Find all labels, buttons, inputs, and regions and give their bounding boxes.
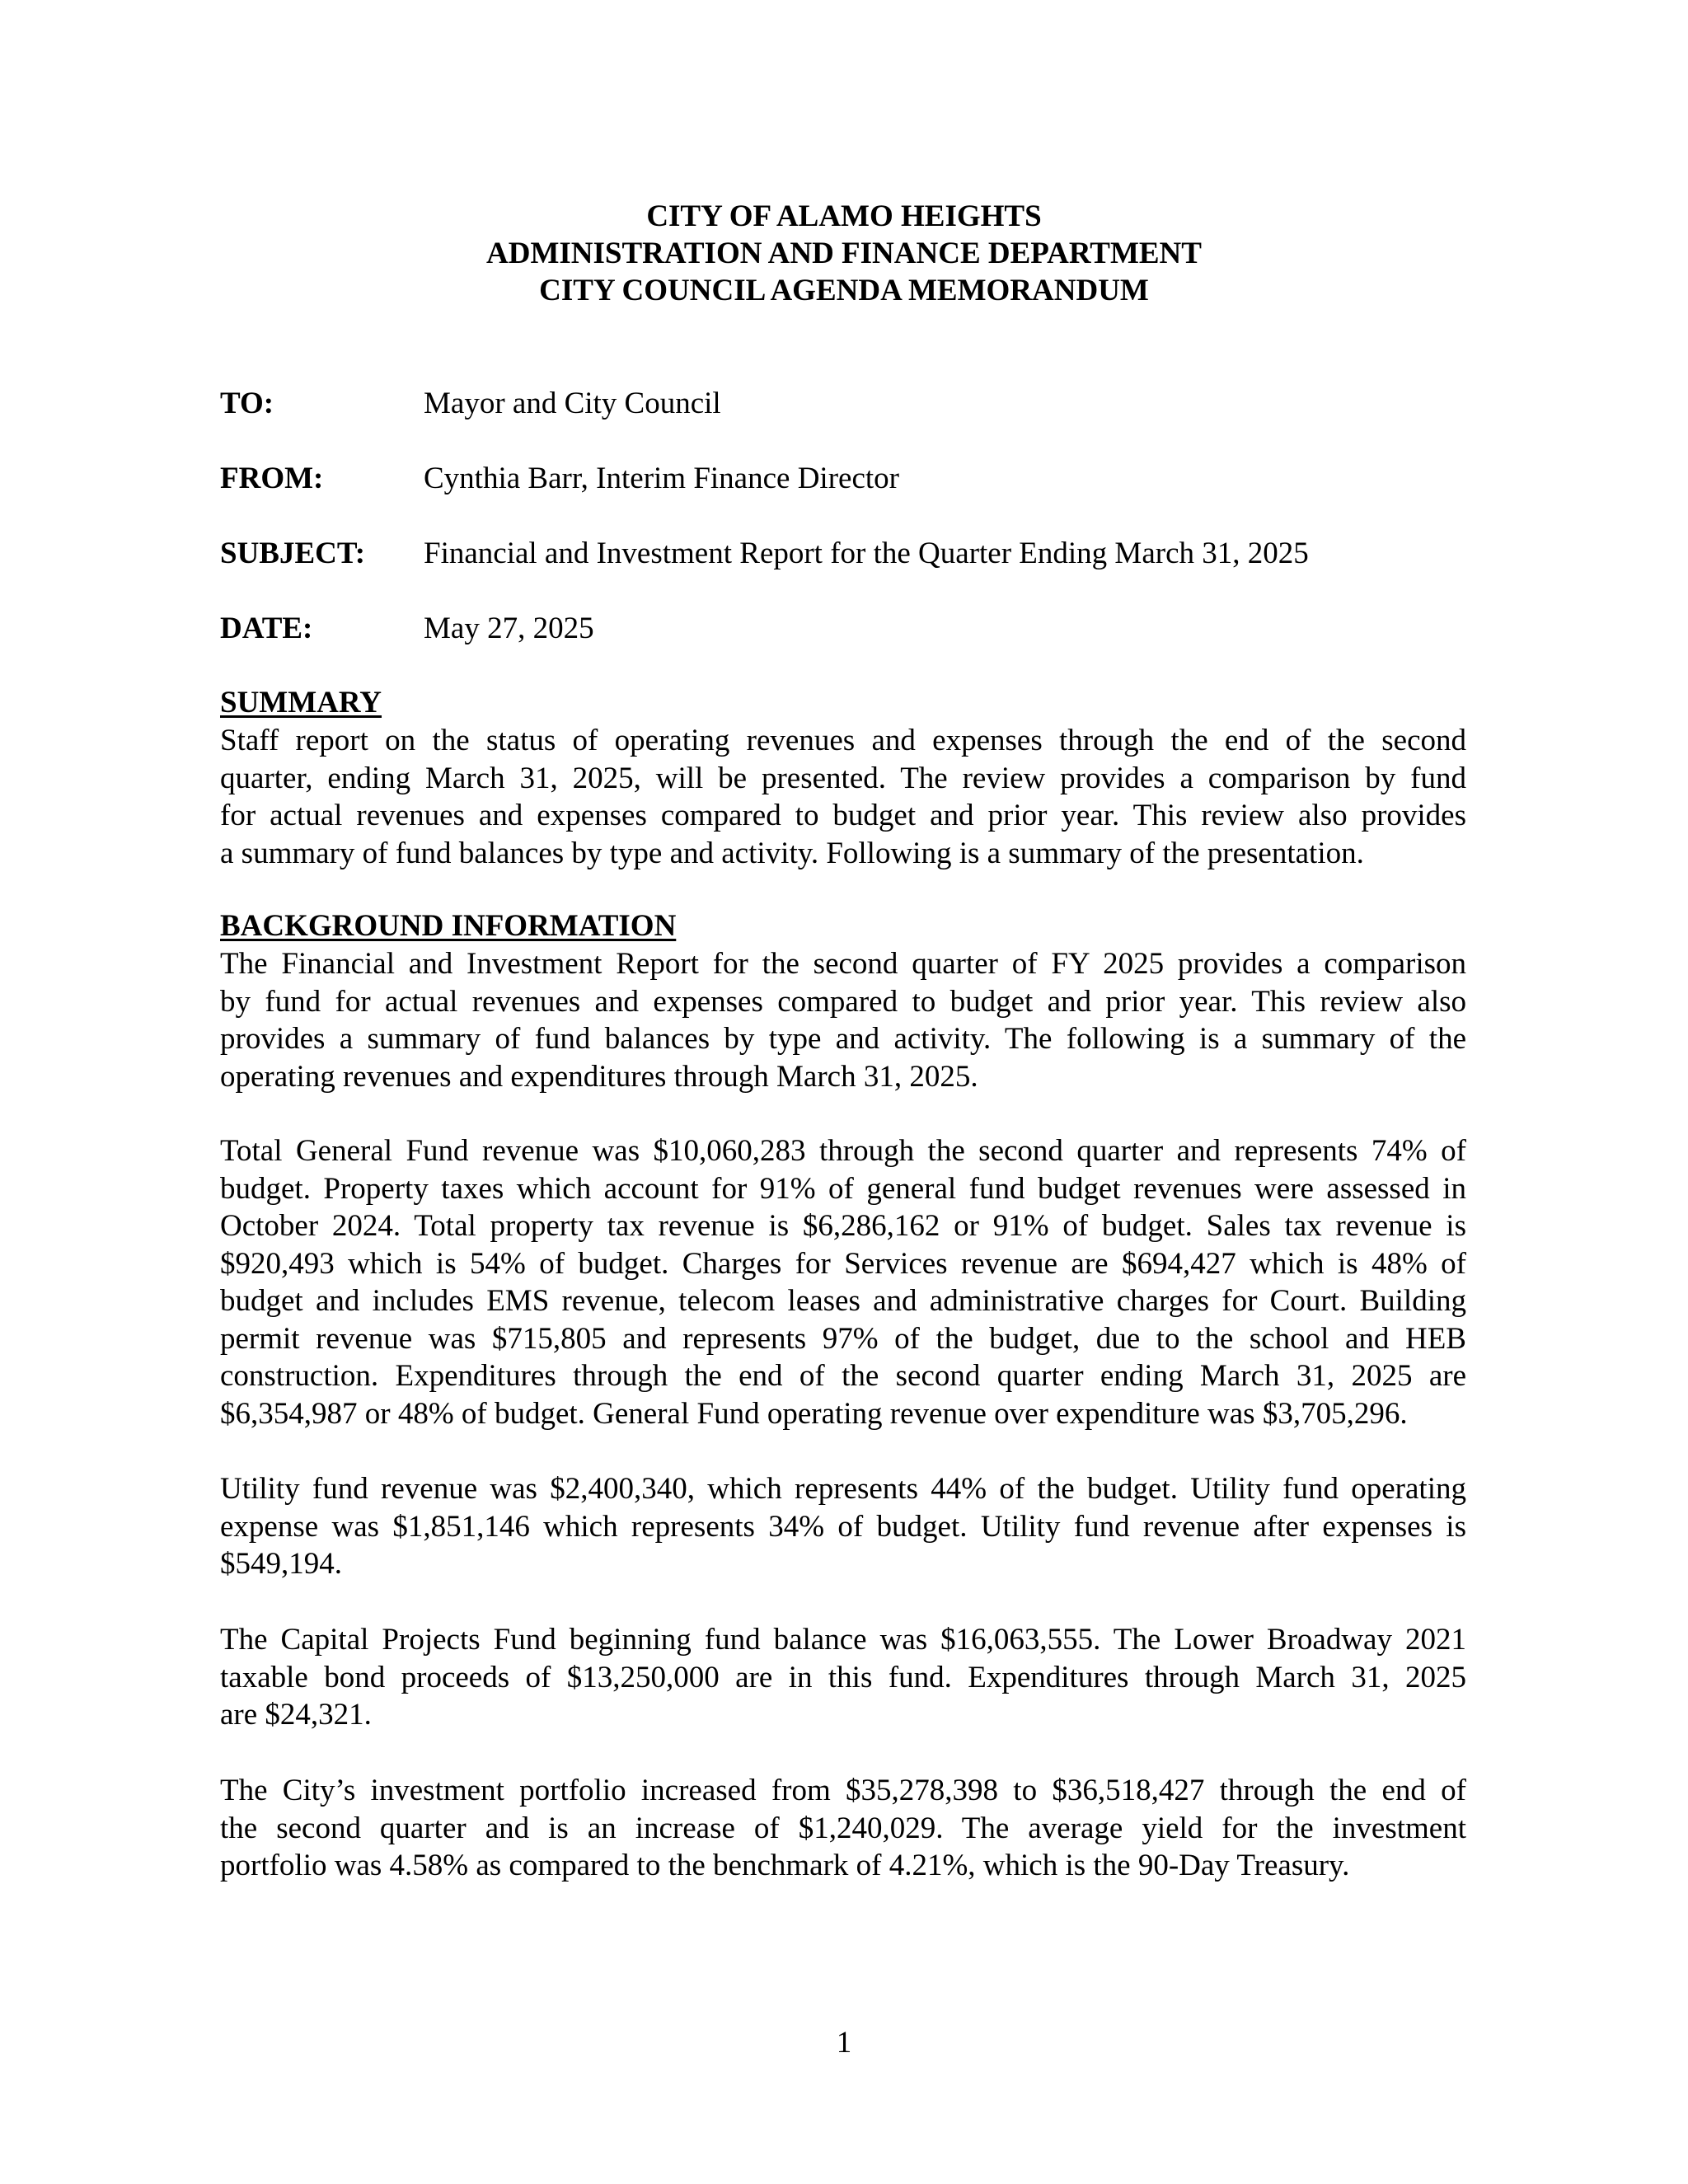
utility-fund-line: expense was $1,851,146 which represents 34% of budget. Utility fund revenue after expenses is bbox=[220, 1509, 1466, 1544]
from-value: Cynthia Barr, Interim Finance Director bbox=[424, 462, 899, 495]
utility-fund-line: Utility fund revenue was $2,400,340, which represents 44% of the budget. Utility fund operating bbox=[220, 1472, 1466, 1506]
subject-field bbox=[220, 535, 1473, 572]
general-fund-line: $6,354,987 or 48% of budget. General Fund operating revenue over expenditure was $3,705,296. bbox=[220, 1396, 1408, 1431]
memo-type: CITY COUNCIL AGENDA MEMORANDUM bbox=[539, 274, 1149, 307]
memo-header bbox=[0, 198, 1688, 309]
investment-line: portfolio was 4.58% as compared to the benchmark of 4.21%, which is the 90-Day Treasury. bbox=[220, 1849, 1350, 1882]
summary-heading: SUMMARY bbox=[220, 686, 382, 719]
summary-paragraph bbox=[220, 722, 1466, 872]
general-fund-line: permit revenue was $715,805 and represents 97% of the budget, due to the school and HEB bbox=[220, 1321, 1466, 1356]
summary-line: for actual revenues and expenses compared to budget and prior year. This review also provides bbox=[220, 799, 1466, 832]
general-fund-line: construction. Expenditures through the end of the second quarter ending March 31, 2025 are bbox=[220, 1359, 1466, 1393]
to-label: TO: bbox=[220, 387, 274, 420]
capital-projects-paragraph bbox=[220, 1621, 1466, 1734]
city-name: CITY OF ALAMO HEIGHTS bbox=[646, 199, 1042, 233]
to-value: Mayor and City Council bbox=[424, 387, 721, 420]
investment-line: the second quarter and is an increase of $1,240,029. The average yield for the investment bbox=[220, 1811, 1466, 1845]
investment-paragraph bbox=[220, 1772, 1466, 1885]
general-fund-line: $920,493 which is 54% of budget. Charges for Services revenue are $694,427 which is 48% of bbox=[220, 1246, 1466, 1281]
date-value: May 27, 2025 bbox=[424, 612, 594, 645]
summary-line: quarter, ending March 31, 2025, will be presented. The review provides a comparison by fund bbox=[220, 761, 1466, 795]
from-field bbox=[220, 460, 1473, 497]
utility-fund-paragraph bbox=[220, 1470, 1466, 1583]
intro-line: operating revenues and expenditures through March 31, 2025. bbox=[220, 1059, 978, 1094]
summary-line: Staff report on the status of operating revenues and expenses through the end of the second bbox=[220, 724, 1466, 757]
date-field bbox=[220, 610, 1473, 647]
capital-projects-line: taxable bond proceeds of $13,250,000 are in this fund. Expenditures through March 31, 2025 bbox=[220, 1660, 1466, 1694]
to-field bbox=[220, 385, 1473, 422]
general-fund-line: budget and includes EMS revenue, telecom leases and administrative charges for Court. Building bbox=[220, 1284, 1466, 1318]
capital-projects-line: are $24,321. bbox=[220, 1698, 372, 1732]
intro-line: provides a summary of fund balances by type and activity. The following is a summary of the bbox=[220, 1022, 1466, 1056]
background-intro-paragraph bbox=[220, 945, 1466, 1095]
subject-label: SUBJECT: bbox=[220, 537, 366, 570]
general-fund-line: October 2024. Total property tax revenue is $6,286,162 or 91% of budget. Sales tax revenue is bbox=[220, 1209, 1466, 1243]
subject-value: Financial and Investment Report for the Quarter Ending March 31, 2025 bbox=[424, 537, 1309, 570]
background-heading: BACKGROUND INFORMATION bbox=[220, 909, 677, 943]
intro-line: The Financial and Investment Report for the second quarter of FY 2025 provides a comparison bbox=[220, 947, 1466, 981]
date-label: DATE: bbox=[220, 612, 313, 645]
investment-line: The City’s investment portfolio increased from $35,278,398 to $36,518,427 through the end of bbox=[220, 1774, 1466, 1807]
page-number: 1 bbox=[836, 2026, 852, 2060]
summary-line: a summary of fund balances by type and activity. Following is a summary of the presentation. bbox=[220, 836, 1364, 870]
general-fund-paragraph bbox=[220, 1132, 1466, 1432]
from-label: FROM: bbox=[220, 462, 324, 495]
utility-fund-line: $549,194. bbox=[220, 1547, 342, 1581]
general-fund-line: Total General Fund revenue was $10,060,283 through the second quarter and represents 74% of bbox=[220, 1134, 1466, 1168]
intro-line: by fund for actual revenues and expenses compared to budget and prior year. This review also bbox=[220, 984, 1466, 1019]
general-fund-line: budget. Property taxes which account for 91% of general fund budget revenues were assessed in bbox=[220, 1171, 1466, 1206]
capital-projects-line: The Capital Projects Fund beginning fund balance was $16,063,555. The Lower Broadway 2021 bbox=[220, 1623, 1466, 1657]
department-name: ADMINISTRATION AND FINANCE DEPARTMENT bbox=[486, 237, 1202, 270]
